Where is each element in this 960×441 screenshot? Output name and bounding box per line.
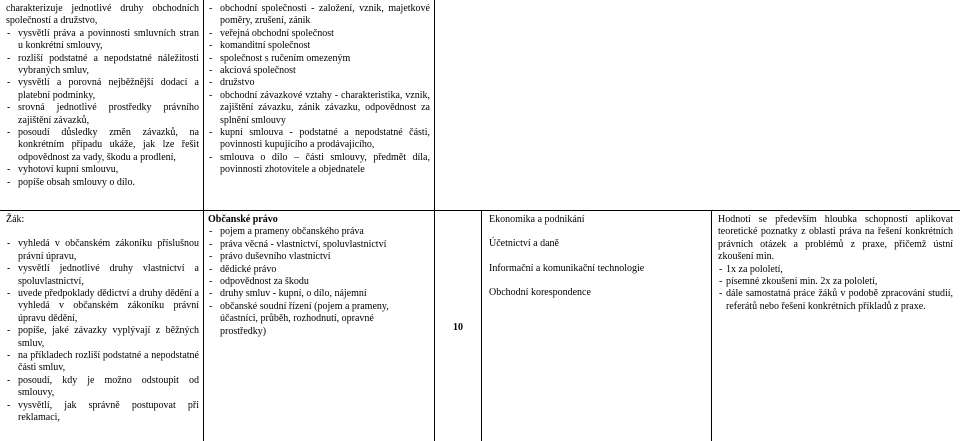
list-item: - 1x za pololetí, (718, 264, 953, 276)
list-item: - popíše, jaké závazky vyplývají z běžných smluv, (6, 325, 199, 350)
column-divider (203, 0, 204, 441)
list-item: - vyhotoví kupní smlouvu, (6, 164, 199, 176)
list-item: - uvede předpoklady dědictví a druhy dědění a vyhledá v občanském zákoníku právní úpravu dědění, (6, 288, 199, 325)
list-item: - družstvo (208, 77, 430, 89)
relation-item: Ekonomika a podnikání (489, 214, 585, 225)
evaluation-cell (718, 214, 953, 313)
relation-item: Obchodní korespondence (489, 287, 591, 299)
hours-value: 10 (453, 322, 463, 333)
list-item: - smlouva o dílo – části smlouvy, předmět díla, povinnosti zhotovitele a objednatele (208, 152, 430, 177)
list-item: - pojem a prameny občanského práva (208, 226, 408, 238)
list-item: - vysvětlí práva a povinnosti smluvních stran u konkrétní smlouvy, (6, 28, 199, 53)
relations-cell (489, 214, 709, 300)
list-item: - společnost s ručením omezeným (208, 53, 430, 65)
list-item: - právo duševního vlastnictví (208, 251, 408, 263)
list-item: - popíše obsah smlouvy o dílo. (6, 177, 199, 189)
list-item: - občanské soudní řízení (pojem a prameny, účastníci, průběh, rozhodnutí, opravné prostředky) (208, 301, 408, 338)
evaluation-lead: Hodnotí se především hloubka schopností aplikovat teoretické poznatky z oblasti práva na řešení konkrétních právních otázek a problémů z praxe, přičemž ústní zkoušení min. (718, 214, 953, 263)
list-item: - na příkladech rozliší podstatné a nepodstatné části smluv, (6, 350, 199, 375)
list-item: - obchodní závazkové vztahy - charakteristika, vznik, zajištění závazku, zánik závazku, odpovědnost za splnění smlouvy (208, 90, 430, 127)
relation-item: Informační a komunikační technologie (489, 262, 645, 274)
list-item: - akciová společnost (208, 65, 430, 77)
list-item: - dále samostatná práce žáků v podobě zpracování studií, referátů nebo řešení konkrétních příkladů z praxe. (718, 288, 953, 313)
list-item: - druhy smluv - kupní, o dílo, nájemní (208, 288, 408, 300)
list-item: - posoudí důsledky změn závazků, na konkrétním případu ukáže, jak lze řešit odpovědnost za vady, škodu a prodlení, (6, 127, 199, 164)
list-item: - rozliší podstatné a nepodstatné náležitosti vybraných smluv, (6, 53, 199, 78)
student-heading: Žák: (6, 214, 25, 225)
outcomes-cell-bottom (6, 214, 199, 425)
list-item: - odpovědnost za škodu (208, 276, 408, 288)
list-item: - vyhledá v občanském zákoníku příslušnou právní úpravu, (6, 238, 199, 263)
outcomes-lead: charakterizuje jednotlivé druhy obchodních společností a družstvo, (6, 3, 199, 27)
column-divider (481, 210, 482, 441)
list-item: - vysvětlí a porovná nejběžnější dodací a platební podmínky, (6, 77, 199, 102)
list-item: - dědické právo (208, 264, 408, 276)
list-item: - vysvětlí, jak správně postupovat při reklamaci, (6, 400, 199, 425)
row-divider (0, 210, 960, 211)
list-item: - vysvětlí jednotlivé druhy vlastnictví a spoluvlastnictví, (6, 263, 199, 288)
list-item: - obchodní společnosti - založení, vznik, majetkové poměry, zrušení, zánik (208, 3, 430, 28)
column-divider (434, 0, 435, 441)
topics-list (208, 3, 430, 177)
list-item: - kupní smlouva - podstatné a nepodstatné části, povinnosti kupujícího a prodávajícího, (208, 127, 430, 152)
list-item: - veřejná obchodní společnost (208, 28, 430, 40)
list-item: - práva věcná - vlastnictví, spoluvlastnictví (208, 239, 408, 251)
outcomes-cell-top (6, 3, 199, 189)
outcomes-list (6, 28, 199, 189)
topics-cell-top (208, 3, 430, 177)
outcomes-list (6, 238, 199, 424)
section-heading: Občanské právo (208, 214, 278, 225)
list-item: - srovná jednotlivé prostředky právního zajištění závazků, (6, 102, 199, 127)
relation-item: Účetnictví a daně (489, 238, 559, 250)
list-item: - komanditní společnost (208, 40, 430, 52)
topics-list (208, 226, 408, 338)
column-divider (711, 210, 712, 441)
topics-cell-bottom (208, 214, 408, 338)
list-item: - posoudí, kdy je možno odstoupit od smlouvy, (6, 375, 199, 400)
evaluation-list (718, 264, 953, 314)
list-item: - písemné zkoušení min. 2x za pololetí, (718, 276, 953, 288)
